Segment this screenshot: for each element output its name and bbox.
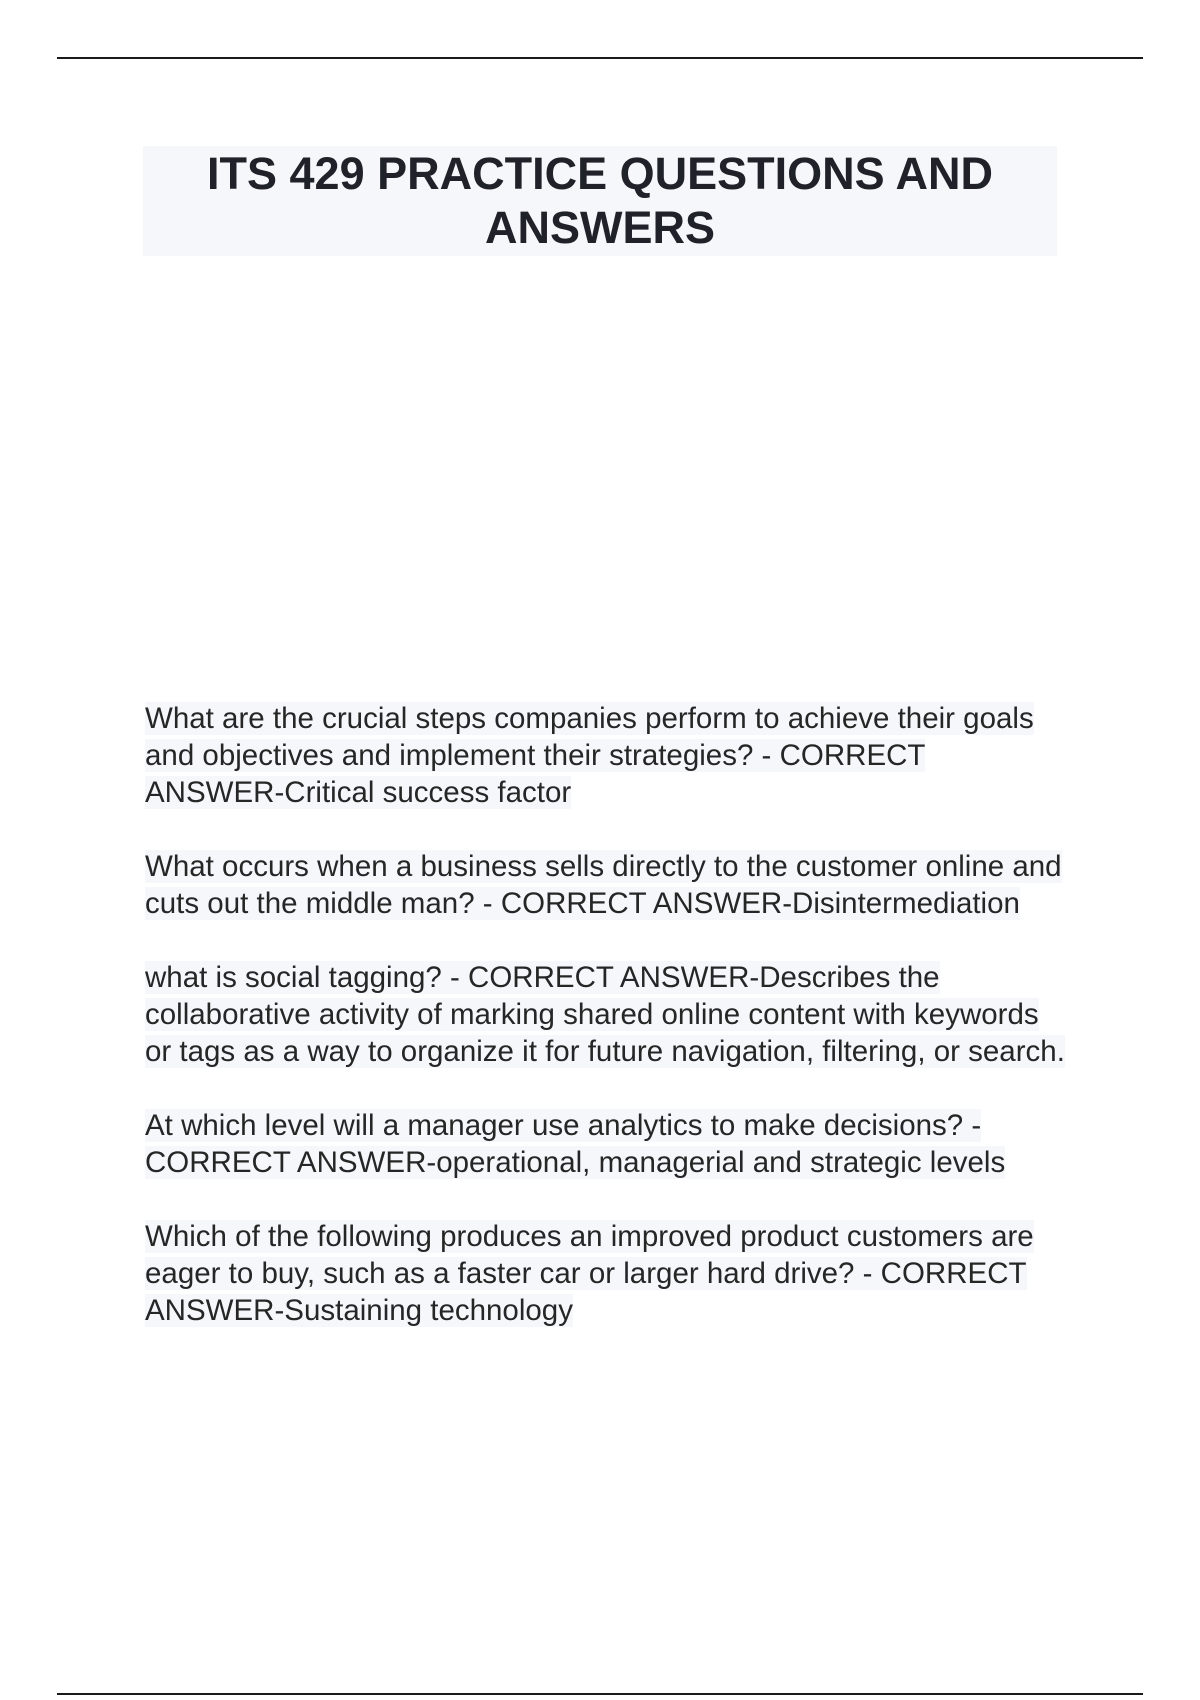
qa-item — [145, 700, 1065, 811]
bottom-divider — [57, 1693, 1143, 1695]
title-block — [143, 146, 1057, 256]
qa-item-text: What are the crucial steps companies perform to achieve their goals and objectives and implement their strategies? - CORRECT ANSWER-Critical success factor — [145, 702, 1034, 809]
qa-item-text: what is social tagging? - CORRECT ANSWER-Describes the collaborative activity of marking shared online content with keywords or tags as a way to organize it for future navigation, filtering, or search. — [145, 961, 1065, 1068]
document-title: ITS 429 PRACTICE QUESTIONS AND ANSWERS — [207, 148, 993, 253]
qa-item — [145, 1107, 1065, 1181]
top-divider — [57, 57, 1143, 59]
qa-item — [145, 848, 1065, 922]
qa-item-text: At which level will a manager use analytics to make decisions? - CORRECT ANSWER-operational, managerial and strategic levels — [145, 1109, 1006, 1179]
qa-item — [145, 1218, 1065, 1329]
qa-list — [145, 700, 1065, 1366]
qa-item — [145, 959, 1065, 1070]
qa-item-text: Which of the following produces an improved product customers are eager to buy, such as a faster car or larger hard drive? - CORRECT ANSWER-Sustaining technology — [145, 1220, 1034, 1327]
qa-item-text: What occurs when a business sells directly to the customer online and cuts out the middle man? - CORRECT ANSWER-Disintermediation — [145, 850, 1062, 920]
